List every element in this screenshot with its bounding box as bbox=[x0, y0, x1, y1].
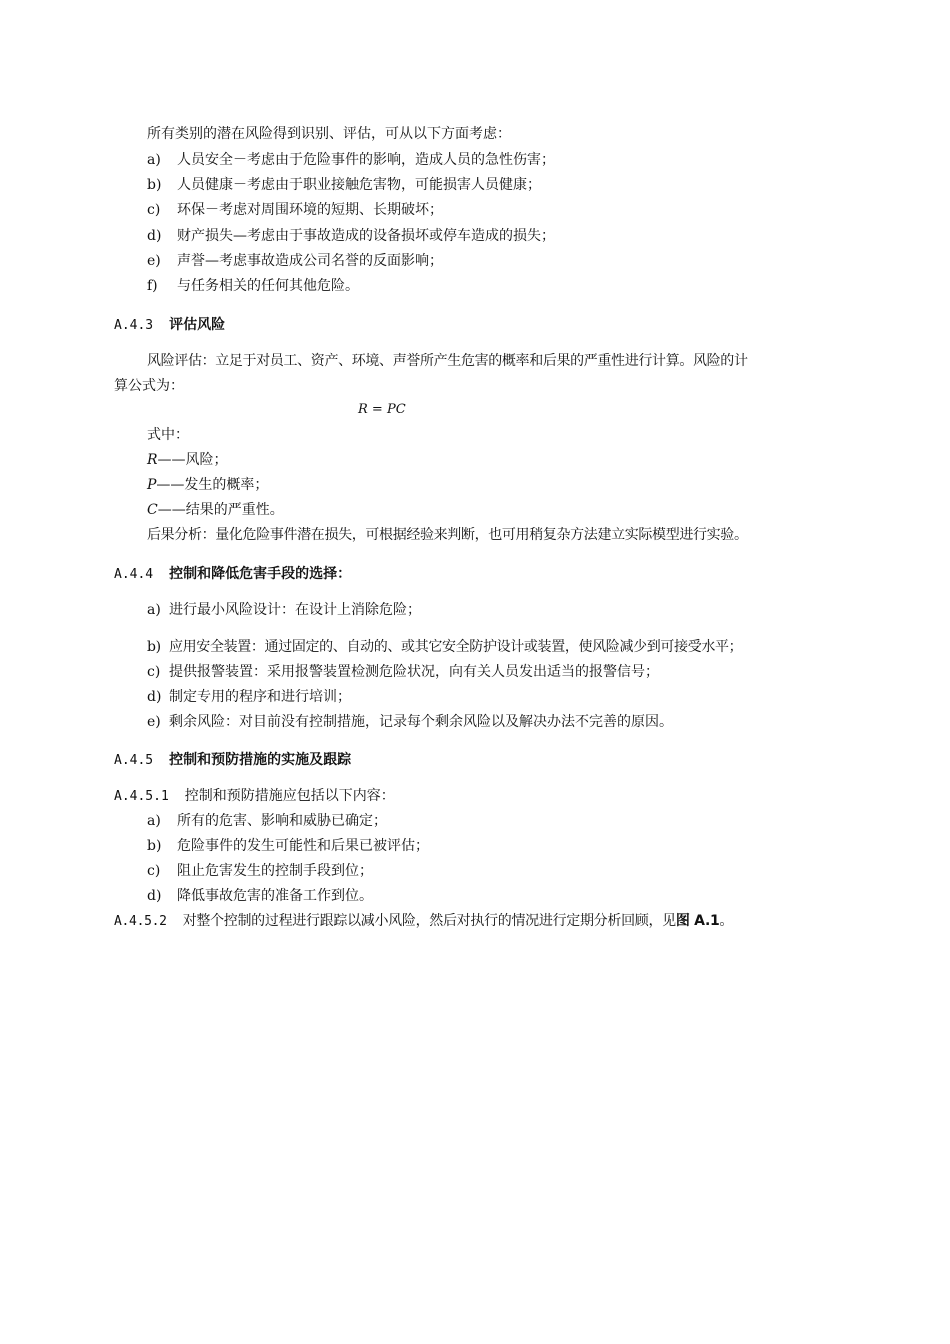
list-item bbox=[147, 277, 359, 295]
list-item-text: 制定专用的程序和进行培训； bbox=[169, 689, 351, 705]
list-marker: d) bbox=[147, 888, 162, 904]
section-title: 评估风险 bbox=[169, 317, 226, 333]
list-item bbox=[147, 837, 429, 855]
list-marker: a) bbox=[147, 602, 161, 618]
list-item bbox=[147, 227, 555, 245]
risk-assessment-paragraph-line1: 风险评估：立足于对员工、资产、环境、声誉所产生危害的概率和后果的严重性进行计算。风险的计 bbox=[147, 353, 748, 369]
list-item-text: 剩余风险：对目前没有控制措施，记录每个剩余风险以及解决办法不完善的原因。 bbox=[169, 714, 673, 730]
list-item bbox=[147, 713, 673, 731]
list-item-text: 环保－考虑对周围环境的短期、长期破坏； bbox=[177, 202, 443, 218]
symbol-meaning: ——发生的概率； bbox=[156, 477, 269, 493]
symbol-definition bbox=[147, 501, 284, 519]
list-item-text: 危险事件的发生可能性和后果已被评估； bbox=[177, 838, 429, 854]
list-marker: f) bbox=[147, 278, 158, 294]
list-item-text: 与任务相关的任何其他危险。 bbox=[177, 278, 359, 294]
list-marker: b) bbox=[147, 838, 162, 854]
list-marker: b) bbox=[147, 177, 162, 193]
list-marker: c) bbox=[147, 664, 161, 680]
list-marker: d) bbox=[147, 689, 162, 705]
list-marker: c) bbox=[147, 202, 161, 218]
subsection-text: 对整个控制的过程进行跟踪以减小风险，然后对执行的情况进行定期分析回顾，见 bbox=[182, 913, 676, 929]
list-item-text: 应用安全装置：通过固定的、自动的、或其它安全防护设计或装置，使风险减少到可接受水平； bbox=[169, 639, 743, 655]
symbol-definition bbox=[147, 476, 268, 494]
list-item-text: 财产损失—考虑由于事故造成的设备损坏或停车造成的损失； bbox=[177, 228, 555, 244]
section-heading-a444 bbox=[114, 565, 351, 584]
section-title: 控制和降低危害手段的选择： bbox=[169, 566, 352, 582]
list-item bbox=[147, 663, 659, 681]
symbol-meaning: ——风险； bbox=[157, 452, 228, 468]
section-number: A.4.5 bbox=[114, 753, 154, 768]
symbol: R bbox=[147, 452, 158, 468]
list-item bbox=[147, 688, 351, 706]
list-marker: e) bbox=[147, 714, 161, 730]
symbol: P bbox=[147, 477, 157, 493]
section-number: A.4.3 bbox=[114, 318, 154, 333]
list-item bbox=[147, 151, 555, 169]
symbol-meaning: ——结果的严重性。 bbox=[157, 502, 284, 518]
list-item-text: 降低事故危害的准备工作到位。 bbox=[177, 888, 373, 904]
section-number: A.4.5.2 bbox=[114, 914, 167, 929]
symbol-definition bbox=[147, 451, 228, 469]
list-item-text: 所有的危害、影响和威胁已确定； bbox=[177, 813, 387, 829]
list-marker: d) bbox=[147, 228, 162, 244]
list-item bbox=[147, 201, 443, 219]
risk-categories-intro: 所有类别的潜在风险得到识别、评估，可从以下方面考虑： bbox=[147, 126, 511, 142]
list-marker: e) bbox=[147, 253, 161, 269]
section-title: 控制和预防措施的实施及跟踪 bbox=[169, 752, 352, 768]
list-marker: a) bbox=[147, 813, 161, 829]
list-item-text: 进行最小风险设计：在设计上消除危险； bbox=[169, 602, 421, 618]
where-label: 式中： bbox=[147, 427, 189, 443]
list-item-text: 提供报警装置：采用报警装置检测危险状况，向有关人员发出适当的报警信号； bbox=[169, 664, 659, 680]
consequence-analysis: 后果分析：量化危险事件潜在损失，可根据经验来判断，也可用稍复杂方法建立实际模型进行实验。 bbox=[147, 527, 748, 543]
list-item bbox=[147, 638, 742, 656]
risk-formula: R = PC bbox=[358, 402, 406, 417]
figure-reference-link[interactable]: 图 A.1 bbox=[675, 913, 720, 929]
section-number: A.4.5.1 bbox=[114, 789, 169, 804]
list-item bbox=[147, 601, 421, 619]
section-heading-a443 bbox=[114, 316, 225, 335]
list-item bbox=[147, 887, 373, 905]
list-item-text: 人员安全－考虑由于危险事件的影响，造成人员的急性伤害； bbox=[177, 152, 555, 168]
section-number: A.4.4 bbox=[114, 567, 154, 582]
list-item bbox=[147, 862, 373, 880]
list-marker: a) bbox=[147, 152, 161, 168]
section-heading-a445 bbox=[114, 751, 351, 770]
symbol: C bbox=[147, 502, 158, 518]
sentence-end: 。 bbox=[719, 913, 734, 929]
list-marker: c) bbox=[147, 863, 161, 879]
list-item bbox=[147, 252, 443, 270]
list-item-text: 人员健康－考虑由于职业接触危害物，可能损害人员健康； bbox=[177, 177, 541, 193]
list-item-text: 阻止危害发生的控制手段到位； bbox=[177, 863, 373, 879]
list-item bbox=[147, 176, 541, 194]
subsection-a4452 bbox=[114, 912, 733, 931]
list-item bbox=[147, 812, 387, 830]
subsection-a4451 bbox=[114, 787, 395, 806]
subsection-text: 控制和预防措施应包括以下内容： bbox=[184, 788, 395, 804]
list-item-text: 声誉—考虑事故造成公司名誉的反面影响； bbox=[177, 253, 443, 269]
risk-assessment-paragraph-line2: 算公式为： bbox=[114, 378, 184, 394]
list-marker: b) bbox=[147, 639, 161, 655]
